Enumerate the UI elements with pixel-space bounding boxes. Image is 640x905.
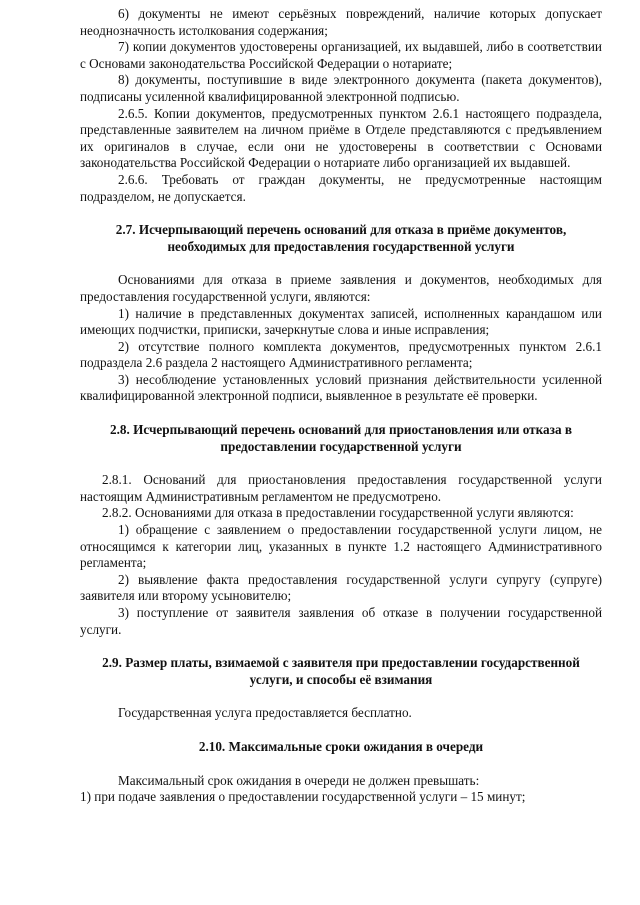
paragraph-2-6-5: 2.6.5. Копии документов, предусмотренных пунктом 2.6.1 настоящего подраздела, представленные заявителем на личном приёме в Отделе представляются с предъявлением их оригиналов в случае, если они не удостоверены в соответствии с Основами законодательства Российской Федерации о нотариате либо организацией их выдавшей. xyxy=(80,105,602,171)
paragraph-2-6-6: 2.6.6. Требовать от граждан документы, не предусмотренные настоящим подразделом, не допускается. xyxy=(80,171,602,204)
paragraph-2-7-intro: Основаниями для отказа в приеме заявления и документов, необходимых для предоставления государственной услуги, являются: xyxy=(80,272,602,304)
heading-2-10: 2.10. Максимальные сроки ожидания в очереди xyxy=(198,738,484,754)
paragraph-2-6-item-7: 7) копии документов удостоверены организацией, их выдавшей, либо в соответствии с Основами законодательства Российской Федерации о нотариате; xyxy=(80,39,602,71)
paragraph-2-7-item-1: 1) наличие в представленных документах записей, исполненных карандашом или имеющих подчистки, приписки, зачеркнутые слова и иные исправления; xyxy=(80,305,602,338)
heading-2-8: 2.8. Исчерпывающий перечень оснований для приостановления или отказа в предоставлении государственной услуги xyxy=(110,422,572,454)
paragraph-2-6-item-8: 8) документы, поступившие в виде электронного документа (пакета документов), подписаны усиленной квалифицированной электронной подписью. xyxy=(80,72,602,104)
paragraph-2-7-item-3: 3) несоблюдение установленных условий признания действительности усиленной квалифицированной электронной подписи, выявленное в результате её проверки. xyxy=(80,371,602,404)
heading-2-9: 2.9. Размер платы, взимаемой с заявителя при предоставлении государственной услуги, и способы её взимания xyxy=(102,655,580,687)
paragraph-2-8-item-2: 2) выявление факта предоставления государственной услуги супругу (супруге) заявителя или второму усыновителю; xyxy=(80,571,602,604)
paragraph-2-10-intro: Максимальный срок ожидания в очереди не должен превышать: xyxy=(118,772,480,788)
heading-2-7: 2.7. Исчерпывающий перечень оснований для отказа в приёме документов, необходимых для предоставления государственной услуги xyxy=(115,222,567,254)
document-page xyxy=(80,6,602,806)
paragraph-2-10-item-1: 1) при подаче заявления о предоставлении государственной услуги – 15 минут; xyxy=(80,789,526,805)
paragraph-2-9-text: Государственная услуга предоставляется бесплатно. xyxy=(118,705,412,721)
paragraph-2-8-item-1: 1) обращение с заявлением о предоставлении государственной услуги лицом, не относящимся к категории лиц, указанных в пункте 1.2 настоящего Административного регламента; xyxy=(80,522,602,571)
paragraph-2-8-1: 2.8.1. Оснований для приостановления предоставления государственной услуги настоящим Административным регламентом не предусмотрено. xyxy=(80,472,602,504)
paragraph-2-7-item-2: 2) отсутствие полного комплекта документов, предусмотренных пунктом 2.6.1 подраздела 2.6 раздела 2 настоящего Административного регламента; xyxy=(80,338,602,371)
paragraph-2-8-2: 2.8.2. Основаниями для отказа в предоставлении государственной услуги являются: xyxy=(102,505,574,521)
paragraph-2-6-item-6: 6) документы не имеют серьёзных повреждений, наличие которых допускает неоднозначность истолкования содержания; xyxy=(80,6,602,38)
paragraph-2-8-item-3: 3) поступление от заявителя заявления об отказе в получении государственной услуги. xyxy=(80,605,602,637)
